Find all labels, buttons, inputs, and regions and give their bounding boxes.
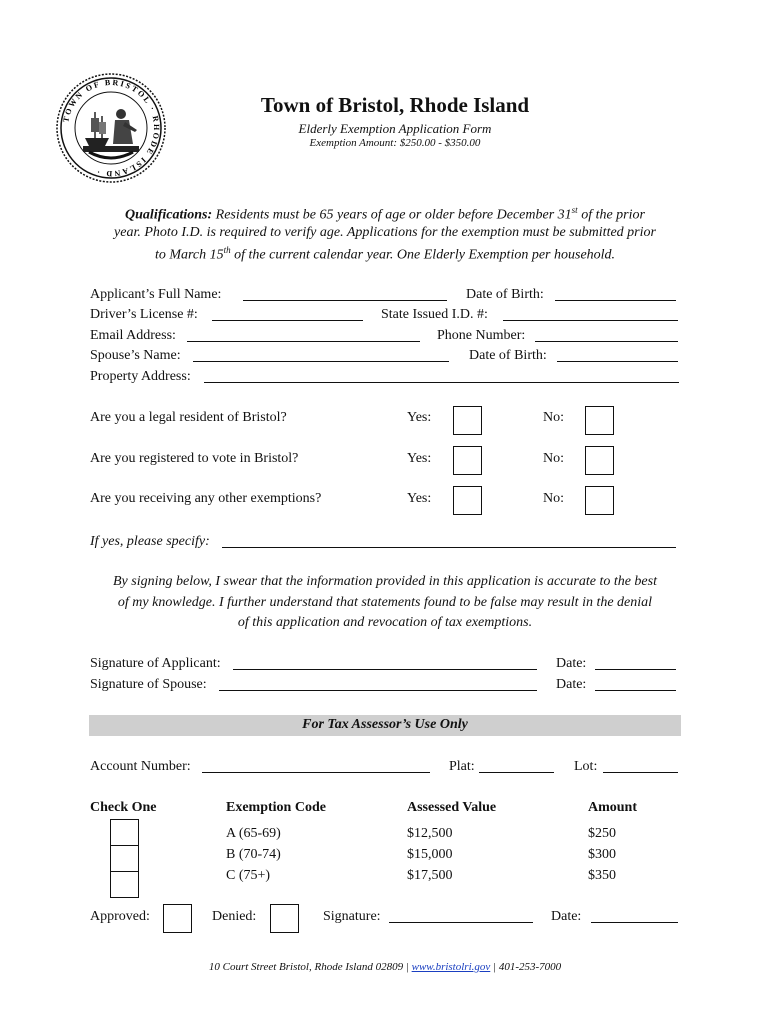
question-other-exemptions: Are you receiving any other exemptions?: [90, 491, 322, 506]
resident-yes-checkbox[interactable]: [453, 406, 482, 435]
spouse-name-input-line[interactable]: [193, 361, 449, 362]
phone-input-line[interactable]: [535, 341, 678, 342]
registered-no-label: No:: [543, 451, 564, 466]
dob-label: Date of Birth:: [466, 287, 544, 302]
row-b-code: B (70-74): [226, 847, 281, 862]
qualifications-label: Qualifications:: [125, 207, 213, 223]
oath-line-1: By signing below, I swear that the information provided in this application is accurate to the best: [112, 574, 657, 589]
question-registered: Are you registered to vote in Bristol?: [90, 451, 299, 466]
license-label: Driver’s License #:: [90, 307, 198, 322]
row-a-value: $12,500: [407, 826, 453, 841]
qualifications-line-2: year. Photo I.D. is required to verify age. Applications for the exemption must be submitted prior: [114, 225, 656, 240]
exemption-amount: Exemption Amount: $250.00 - $350.00: [309, 137, 481, 149]
registered-yes-checkbox[interactable]: [453, 446, 482, 475]
state-id-input-line[interactable]: [503, 320, 678, 321]
oath-line-3: of this application and revocation of tax exemptions.: [237, 615, 533, 630]
email-input-line[interactable]: [187, 341, 420, 342]
exemptions-no-checkbox[interactable]: [585, 486, 614, 515]
footer: [0, 961, 770, 973]
resident-no-checkbox[interactable]: [585, 406, 614, 435]
approved-checkbox[interactable]: [163, 904, 192, 933]
qualifications-text-1: Residents must be 65 years of age or older before December 31: [215, 207, 572, 223]
row-b-amount: $300: [588, 847, 616, 862]
applicant-date-line[interactable]: [595, 669, 676, 670]
assessor-banner-text: For Tax Assessor’s Use Only: [302, 717, 468, 732]
header-amount: Amount: [588, 800, 638, 815]
row-c-value: $17,500: [407, 868, 453, 883]
svg-text:TOWN OF BRISTOL · RHODE ISLAND: TOWN OF BRISTOL · RHODE ISLAND ·: [61, 77, 162, 179]
assessor-signature-line[interactable]: [389, 922, 533, 923]
row-a-code: A (65-69): [226, 826, 281, 841]
assessor-date-line[interactable]: [591, 922, 678, 923]
qualifications-line-1: [0, 205, 770, 224]
lot-label: Lot:: [574, 759, 598, 774]
resident-yes-label: Yes:: [407, 410, 432, 425]
full-name-input-line[interactable]: [243, 300, 447, 301]
exemptions-no-label: No:: [543, 491, 564, 506]
resident-no-label: No:: [543, 410, 564, 425]
lot-line[interactable]: [603, 772, 678, 773]
full-name-label: Applicant’s Full Name:: [90, 287, 222, 302]
license-input-line[interactable]: [212, 320, 363, 321]
account-number-line[interactable]: [202, 772, 430, 773]
dob-input-line[interactable]: [555, 300, 676, 301]
check-a-checkbox[interactable]: [110, 819, 139, 846]
footer-separator-2: |: [490, 961, 499, 973]
plat-label: Plat:: [449, 759, 475, 774]
applicant-signature-label: Signature of Applicant:: [90, 656, 221, 671]
spouse-name-label: Spouse’s Name:: [90, 348, 181, 363]
qualifications-text-3a: to March 15: [154, 247, 224, 263]
registered-no-checkbox[interactable]: [585, 446, 614, 475]
qualifications-sup-3: th: [223, 245, 231, 255]
qualifications-line-3: [0, 245, 770, 264]
row-c-amount: $350: [588, 868, 616, 883]
header-assessed-value: Assessed Value: [407, 800, 497, 815]
specify-label: If yes, please specify:: [90, 534, 210, 549]
spouse-dob-input-line[interactable]: [557, 361, 678, 362]
approved-label: Approved:: [90, 909, 150, 924]
registered-yes-label: Yes:: [407, 451, 432, 466]
spouse-date-line[interactable]: [595, 690, 676, 691]
property-address-input-line[interactable]: [204, 382, 679, 383]
row-a-amount: $250: [588, 826, 616, 841]
qualifications-text-1b: of the prior: [577, 207, 645, 223]
spouse-date-label: Date:: [556, 677, 587, 692]
form-title: Town of Bristol, Rhode Island: [260, 93, 530, 117]
header-check-one: Check One: [90, 800, 157, 815]
applicant-date-label: Date:: [556, 656, 587, 671]
footer-separator-1: |: [403, 961, 412, 973]
exemptions-yes-checkbox[interactable]: [453, 486, 482, 515]
exemptions-yes-label: Yes:: [407, 491, 432, 506]
header-exemption-code: Exemption Code: [226, 800, 326, 815]
account-number-label: Account Number:: [90, 759, 191, 774]
oath-line-2: of my knowledge. I further understand that statements found to be false may result in the denial: [117, 595, 653, 610]
question-resident: Are you a legal resident of Bristol?: [90, 410, 287, 425]
footer-phone: 401-253-7000: [498, 961, 562, 973]
qualifications-text-3b: of the current calendar year. One Elderly Exemption per household.: [230, 247, 616, 263]
check-b-checkbox[interactable]: [110, 845, 139, 872]
spouse-signature-line[interactable]: [219, 690, 537, 691]
denied-checkbox[interactable]: [270, 904, 299, 933]
footer-address: 10 Court Street Bristol, Rhode Island 02809: [208, 961, 404, 973]
applicant-signature-line[interactable]: [233, 669, 537, 670]
form-subtitle: Elderly Exemption Application Form: [298, 121, 492, 136]
state-id-label: State Issued I.D. #:: [381, 307, 488, 322]
spouse-dob-label: Date of Birth:: [469, 348, 547, 363]
email-label: Email Address:: [90, 328, 176, 343]
row-c-code: C (75+): [226, 868, 271, 883]
assessor-signature-label: Signature:: [323, 909, 381, 924]
qualifications-sup-1: st: [571, 205, 578, 215]
phone-label: Phone Number:: [437, 328, 526, 343]
assessor-date-label: Date:: [551, 909, 582, 924]
property-address-label: Property Address:: [90, 369, 191, 384]
spouse-signature-label: Signature of Spouse:: [90, 677, 207, 692]
row-b-value: $15,000: [407, 847, 453, 862]
specify-input-line[interactable]: [222, 547, 676, 548]
footer-website-link[interactable]: www.bristolri.gov: [411, 961, 491, 973]
check-c-checkbox[interactable]: [110, 871, 139, 898]
plat-line[interactable]: [479, 772, 554, 773]
denied-label: Denied:: [212, 909, 257, 924]
